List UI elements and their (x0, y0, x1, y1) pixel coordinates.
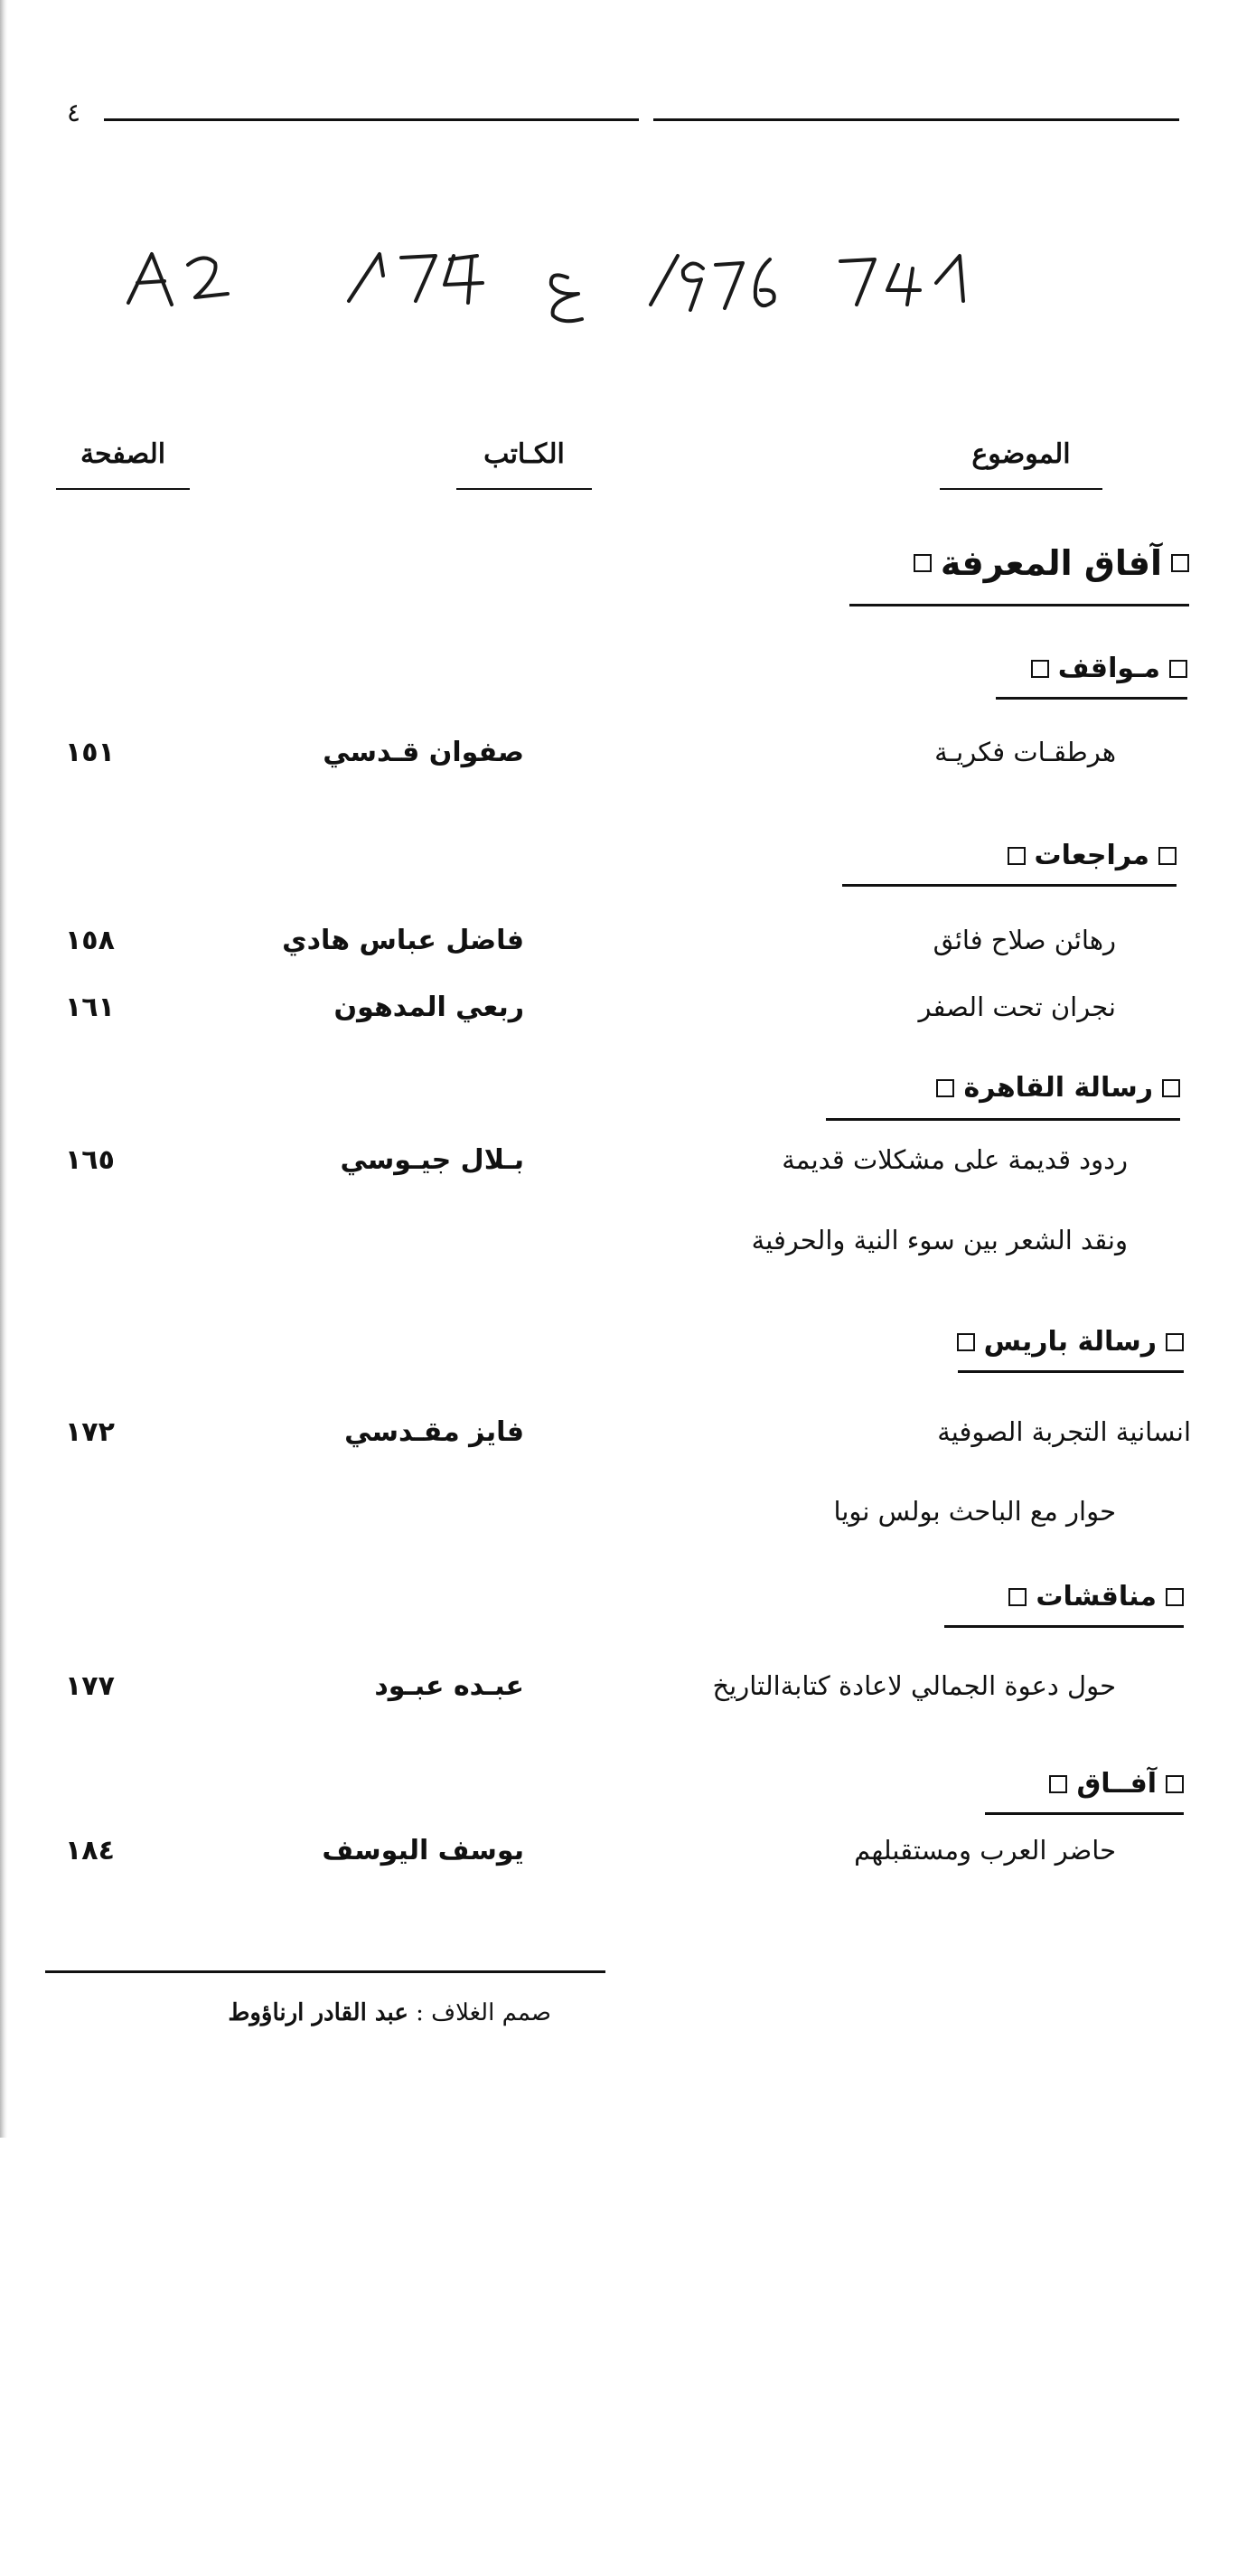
section-heading-mawaqif (1031, 652, 1187, 684)
checkbox-square-icon (1162, 1079, 1180, 1097)
section-underline (985, 1812, 1184, 1815)
credit-label: صمم الغلاف : (416, 1999, 551, 2026)
entry-page: ١٥١ (65, 737, 115, 768)
column-header-topic-rule (940, 488, 1102, 490)
checkbox-square-icon (1008, 847, 1026, 865)
section-underline (996, 697, 1187, 700)
table-row (0, 737, 1247, 791)
section-heading-discussions (1008, 1580, 1184, 1612)
section-title: مراجعات (1034, 840, 1149, 871)
entry-page: ١٨٤ (65, 1835, 115, 1866)
entry-page: ١٦٥ (65, 1144, 115, 1176)
entry-topic: نجران تحت الصفر (918, 992, 1116, 1022)
checkbox-square-icon (1166, 1588, 1184, 1606)
credit-name: عبد القادر ارناؤوط (228, 1999, 408, 2026)
checkbox-square-icon (1158, 847, 1177, 865)
column-header-page-rule (56, 488, 190, 490)
column-header-topic (940, 438, 1102, 490)
column-header-author (456, 438, 592, 490)
checkbox-square-icon (936, 1079, 954, 1097)
table-row (0, 1835, 1247, 1889)
entry-topic: ردود قديمة على مشكلات قديمة (782, 1144, 1128, 1175)
entry-author: ربعي المدهون (333, 992, 524, 1023)
top-rule-right (653, 118, 1179, 121)
section-title: رسالة باريس (983, 1326, 1157, 1358)
checkbox-square-icon (957, 1333, 975, 1351)
checkbox-square-icon (1166, 1333, 1184, 1351)
section-title: مناقشات (1036, 1581, 1157, 1612)
entry-topic: هرطقـات فكريـة (934, 737, 1116, 767)
entry-topic: ونقد الشعر بين سوء النية والحرفية (751, 1225, 1128, 1255)
entry-page: ١٧٧ (65, 1670, 115, 1702)
handwritten-call-number (117, 249, 1166, 357)
checkbox-square-icon (1049, 1775, 1067, 1793)
table-row (0, 1496, 1247, 1550)
footer-rule (45, 1970, 605, 1973)
table-row (0, 1670, 1247, 1725)
entry-topic: حاضر العرب ومستقبلهم (854, 1835, 1116, 1866)
checkbox-square-icon (1008, 1588, 1027, 1606)
entry-author: عبـده عبـود (374, 1670, 524, 1702)
entry-topic: حوار مع الباحث بولس نويا (833, 1496, 1116, 1527)
scan-edge-shadow (0, 0, 7, 2138)
checkbox-square-icon (1171, 554, 1189, 572)
entry-topic: رهائن صلاح فائق (933, 925, 1116, 955)
top-rule-left (104, 118, 639, 121)
column-header-author-rule (456, 488, 592, 490)
section-heading-horizons (1049, 1767, 1184, 1800)
section-heading-cairo-letter (936, 1071, 1180, 1104)
entry-author: فايز مقـدسي (344, 1416, 524, 1448)
section-underline (826, 1118, 1180, 1121)
table-row (0, 925, 1247, 979)
section-title: مـواقف (1057, 653, 1160, 684)
main-section-heading (914, 541, 1189, 583)
section-underline (842, 884, 1177, 887)
checkbox-square-icon (914, 554, 932, 572)
main-section-title: آفاق المعرفة (940, 542, 1162, 583)
checkbox-square-icon (1169, 660, 1187, 678)
page-number: ٤ (67, 98, 81, 127)
entry-author: صفوان قـدسي (323, 737, 524, 768)
main-section-underline (849, 604, 1189, 606)
section-underline (944, 1625, 1184, 1628)
table-row (0, 1144, 1247, 1199)
table-row (0, 1416, 1247, 1471)
entry-author: يوسف اليوسف (322, 1835, 524, 1866)
section-heading-murajaat (1008, 839, 1177, 871)
checkbox-square-icon (1166, 1775, 1184, 1793)
entry-author: فاضل عباس هادي (282, 925, 524, 956)
section-title: آفــاق (1076, 1768, 1157, 1800)
entry-page: ١٦١ (65, 992, 115, 1023)
section-title: رسالة القاهرة (963, 1072, 1153, 1104)
entry-author: بـلال جيـوسي (340, 1144, 524, 1176)
table-row (0, 992, 1247, 1046)
entry-topic: انسانية التجربة الصوفية (937, 1416, 1191, 1447)
column-header-author-label: الكـاتب (483, 438, 565, 470)
column-header-page-label: الصفحة (80, 438, 166, 470)
section-underline (958, 1370, 1184, 1373)
section-heading-paris-letter (957, 1325, 1184, 1358)
checkbox-square-icon (1031, 660, 1049, 678)
cover-design-credit (228, 1999, 551, 2026)
entry-page: ١٥٨ (65, 925, 115, 956)
entry-topic: حول دعوة الجمالي لاعادة كتابةالتاريخ (712, 1670, 1116, 1701)
entry-page: ١٧٢ (65, 1416, 115, 1448)
column-header-topic-label: الموضوع (971, 438, 1071, 470)
table-row (0, 1225, 1247, 1279)
